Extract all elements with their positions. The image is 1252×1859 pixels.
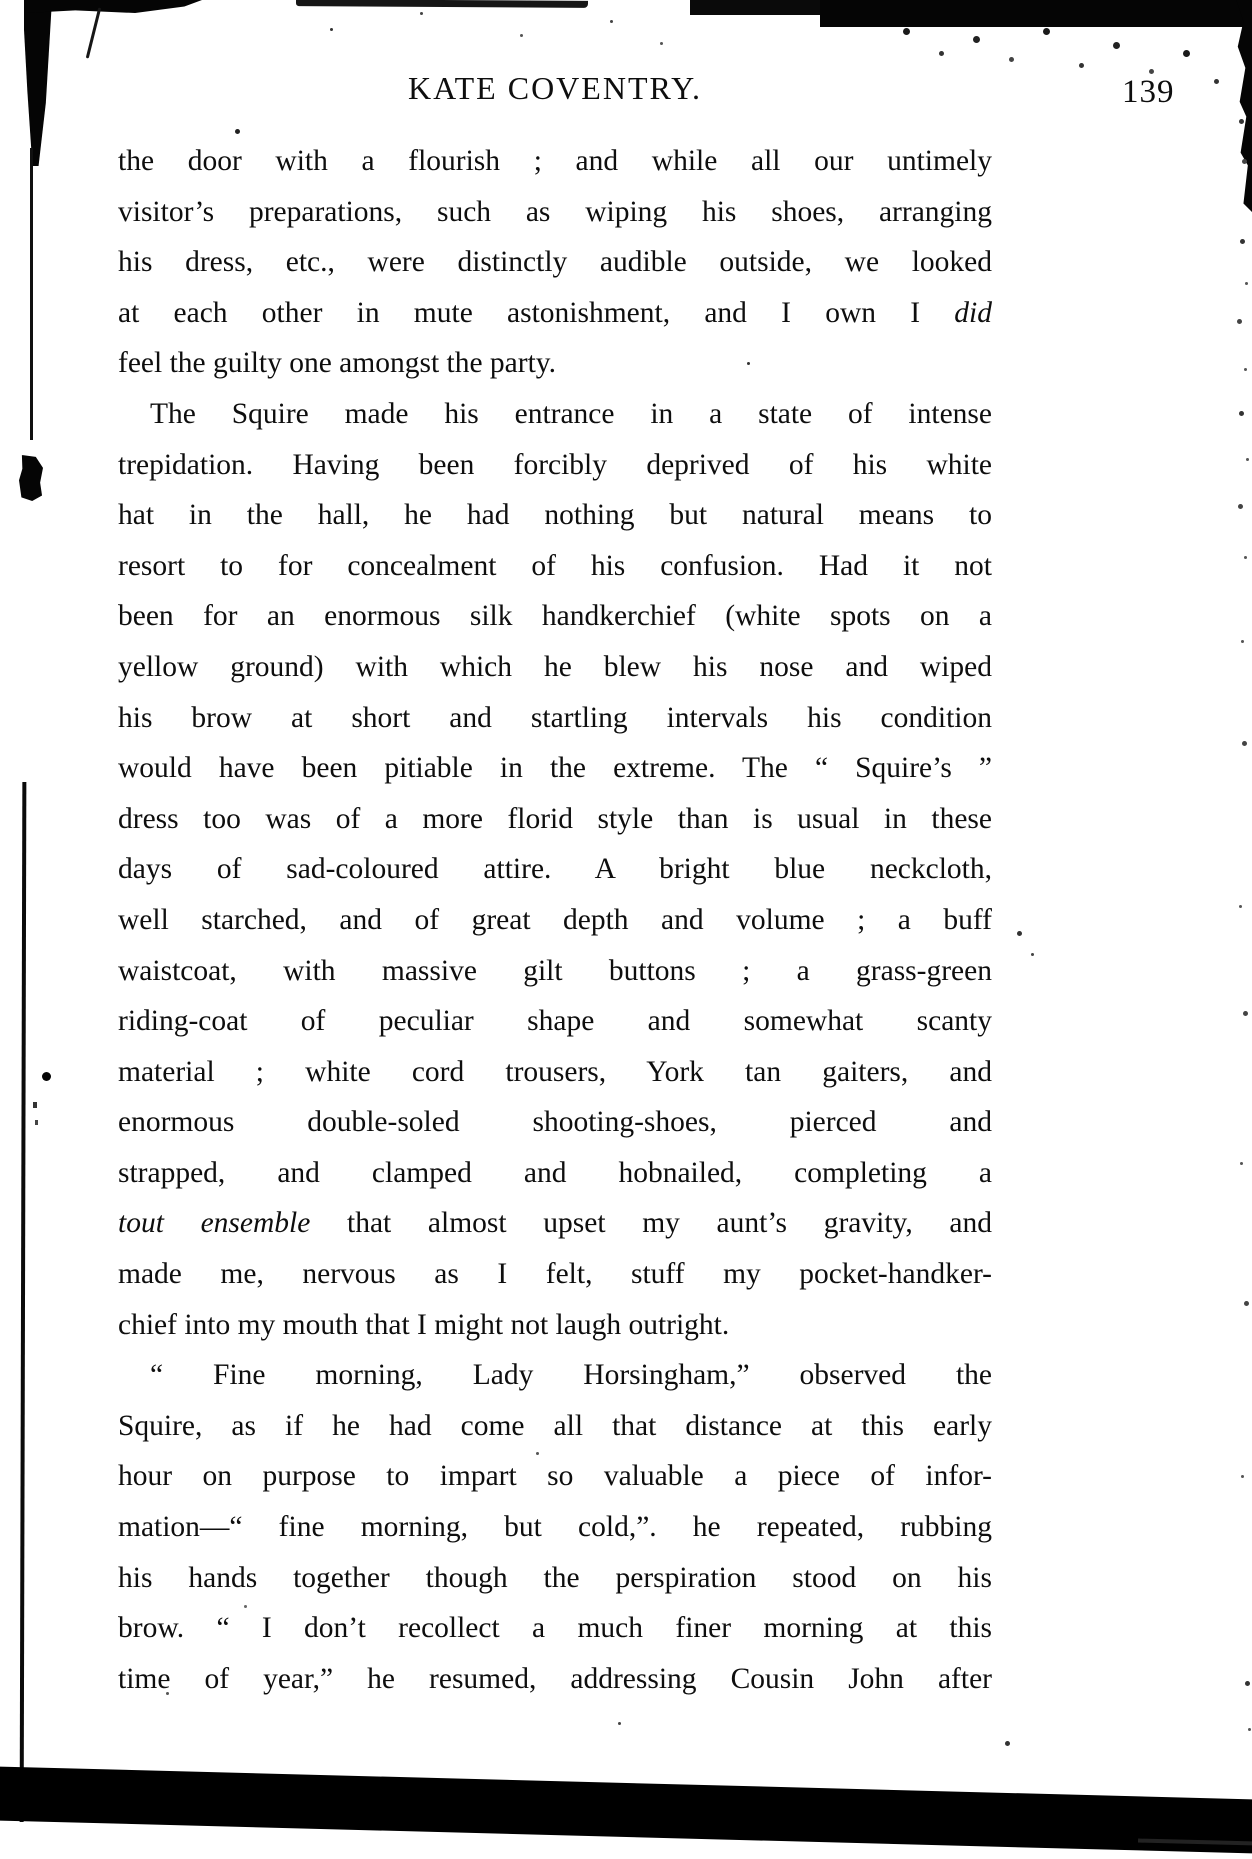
paragraph — [118, 1350, 992, 1704]
text-line: resort to for concealment of his confusion. Had it not — [118, 549, 992, 582]
scan-artifact-top-left-corner — [24, 0, 52, 166]
paragraph — [118, 389, 992, 1350]
scan-artifact-top-band-ragged — [820, 0, 1252, 27]
text-line: yellow ground) with which he blew his nose and wiped — [118, 650, 992, 683]
text-line: material ; white cord trousers, York tan gaiters, and — [118, 1055, 992, 1088]
text-line: enormous double-soled shooting-shoes, pierced and — [118, 1106, 992, 1139]
text-line: dress too was of a more florid style than is usual in these — [118, 802, 992, 835]
scan-artifact-left-dot — [42, 1072, 51, 1081]
scan-artifact-speckles — [0, 0, 3, 3]
text-line: days of sad-coloured attire. A bright blue neckcloth, — [118, 853, 992, 886]
text-line: visitor’s preparations, such as wiping his shoes, arranging — [118, 195, 992, 228]
text-line: his hands together though the perspiration stood on his — [118, 1561, 992, 1594]
text-line: would have been pitiable in the extreme. The “ Squire’s ” — [118, 752, 992, 785]
text-line: strapped, and clamped and hobnailed, completing a — [118, 1156, 992, 1189]
text-line: feel the guilty one amongst the party. — [118, 347, 557, 380]
text-line: been for an enormous silk handkerchief (white spots on a — [118, 600, 992, 633]
text-line: hour on purpose to impart so valuable a piece of infor- — [118, 1460, 992, 1493]
text-line: brow. “ I don’t recollect a much finer morning at this — [118, 1612, 992, 1645]
page-number: 139 — [1122, 74, 1175, 110]
text-line: the door with a flourish ; and while all our untimely — [118, 145, 992, 177]
text-line: tout ensemble that almost upset my aunt’s gravity, and — [118, 1207, 992, 1240]
text-line: at each other in mute astonishment, and I own I did — [118, 296, 992, 329]
text-line: trepidation. Having been forcibly deprived of his white — [118, 448, 992, 481]
scan-artifact-bottom-bar — [0, 1766, 1252, 1854]
text-line: chief into my mouth that I might not laugh outright. — [118, 1308, 730, 1341]
text-line: mation—“ fine morning, but cold,”. he repeated, rubbing — [118, 1511, 992, 1544]
text-line: time of year,” he resumed, addressing Cousin John after — [118, 1662, 992, 1695]
paragraph — [118, 136, 992, 389]
text-line: well starched, and of great depth and volume ; a buff — [118, 903, 992, 936]
scan-artifact-left-rule — [30, 148, 33, 440]
text-line: waistcoat, with massive gilt buttons ; a grass-green — [118, 954, 992, 987]
scan-artifact-left-tick — [35, 1120, 38, 1125]
scan-artifact-left-blob — [19, 455, 43, 501]
text-line: Squire, as if he had come all that distance at this early — [118, 1409, 992, 1442]
scan-artifact-left-rule — [20, 782, 27, 1822]
body-text — [118, 136, 992, 1704]
page-title: KATE COVENTRY. — [407, 70, 703, 106]
scan-artifact-right-corner — [1233, 0, 1252, 212]
scan-artifact-hair-mark — [86, 7, 101, 58]
text-line: riding-coat of peculiar shape and somewhat scanty — [118, 1005, 992, 1038]
text-line: The Squire made his entrance in a state of intense — [150, 397, 992, 430]
text-line: “ Fine morning, Lady Horsingham,” observed the — [150, 1359, 992, 1392]
text-line: made me, nervous as I felt, stuff my pocket-handker- — [118, 1258, 992, 1291]
text-line: his brow at short and startling intervals his condition — [118, 701, 992, 734]
text-line: hat in the hall, he had nothing but natural means to — [118, 499, 992, 532]
scan-artifact-top-left-strip — [26, 0, 202, 13]
text-line: his dress, etc., were distinctly audible outside, we looked — [118, 246, 992, 279]
scan-artifact-top-band — [296, 0, 588, 8]
scan-artifact-left-tick — [33, 1102, 37, 1108]
